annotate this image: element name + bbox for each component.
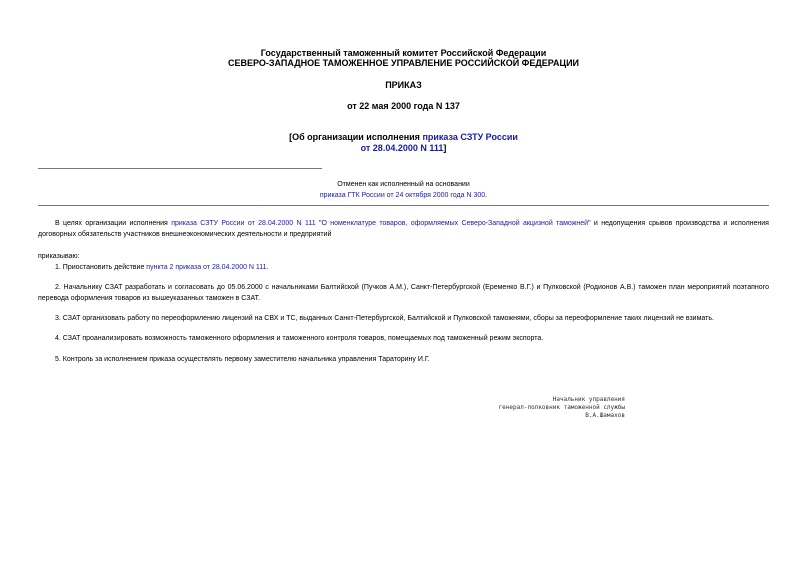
preamble-link-order[interactable]: приказа СЗТУ России от 28.04.2000 N 111 xyxy=(171,220,316,227)
separator-long xyxy=(38,205,769,206)
revocation-note-link[interactable]: приказа ГТК России от 24 октября 2000 года N 300 xyxy=(319,192,486,199)
title-prefix: [Об организации исполнения xyxy=(289,132,423,142)
item-3 xyxy=(38,313,769,324)
preamble-paragraph xyxy=(38,218,769,240)
document-title-line-2 xyxy=(0,143,807,154)
item-2-text: 2. Начальнику СЗАТ разработать и согласовать до 05.06.2000 с начальниками Балтийской (Пучков А.М.), Санкт-Петербургской (Еременко В.Г.) и Пулковской (Родионов А.В.) таможен план мероприятий поэтапного перевода оформления товаров из вышеуказанных таможен в СЗАТ. xyxy=(38,284,769,302)
document-type: ПРИКАЗ xyxy=(385,80,422,90)
item-1-text: 1. Приостановить действие xyxy=(55,264,147,271)
revocation-note-end: . xyxy=(485,192,488,199)
item-2 xyxy=(38,282,769,304)
preamble-text-2: " xyxy=(315,220,322,227)
preamble-text-1: В целях организации исполнения xyxy=(55,220,172,227)
document-title xyxy=(0,132,807,143)
revocation-note-line-1: Отменен как исполненный на основании xyxy=(337,181,470,188)
title-suffix: ] xyxy=(443,143,447,153)
document-date-number: от 22 мая 2000 года N 137 xyxy=(347,101,460,111)
preamble-text-3: " и недопущения срывов производства и исполнения договорных обязательств участников внешнеэкономических деятельности и предприятий xyxy=(38,220,769,238)
title-link-order-date[interactable]: от 28.04.2000 N 111 xyxy=(360,143,444,153)
signature-name: В.А.Шамахов xyxy=(585,412,625,419)
item-1-end: . xyxy=(266,264,269,271)
committee-heading: Государственный таможенный комитет Российской Федерации xyxy=(260,48,547,58)
revocation-note-line-2 xyxy=(200,190,607,201)
item-1-link[interactable]: пункта 2 приказа от 28.04.2000 N 111 xyxy=(146,264,267,271)
order-word: приказываю: xyxy=(38,253,80,260)
item-1 xyxy=(38,262,769,273)
item-3-text: 3. СЗАТ организовать работу по переоформлению лицензий на СВХ и ТС, выданных Санкт-Петербургской, Балтийской и Пулковской таможнями, сборы за переоформление таких лицензий не взимать. xyxy=(55,315,714,322)
signature-position: Начальник управления xyxy=(552,396,625,403)
title-link-order[interactable]: приказа СЗТУ России xyxy=(422,132,518,142)
item-5 xyxy=(38,354,769,365)
item-4 xyxy=(38,333,769,344)
signature-rank: генерал-полковник таможенной службы xyxy=(498,404,625,411)
item-5-text: 5. Контроль за исполнением приказа осуществлять первому заместителю начальника управления Тараторину И.Г. xyxy=(55,356,430,363)
separator-short xyxy=(38,168,322,169)
administration-heading: СЕВЕРО-ЗАПАДНОЕ ТАМОЖЕННОЕ УПРАВЛЕНИЕ РОССИЙСКОЙ ФЕДЕРАЦИИ xyxy=(227,58,580,68)
item-4-text: 4. СЗАТ проанализировать возможность таможенного оформления и таможенного контроля товаров, помещаемых под таможенный режим экспорта. xyxy=(55,335,544,342)
preamble-link-nomenclature[interactable]: О номенклатуре товаров, оформляемых Северо-Западной акцизной таможней xyxy=(321,220,589,227)
